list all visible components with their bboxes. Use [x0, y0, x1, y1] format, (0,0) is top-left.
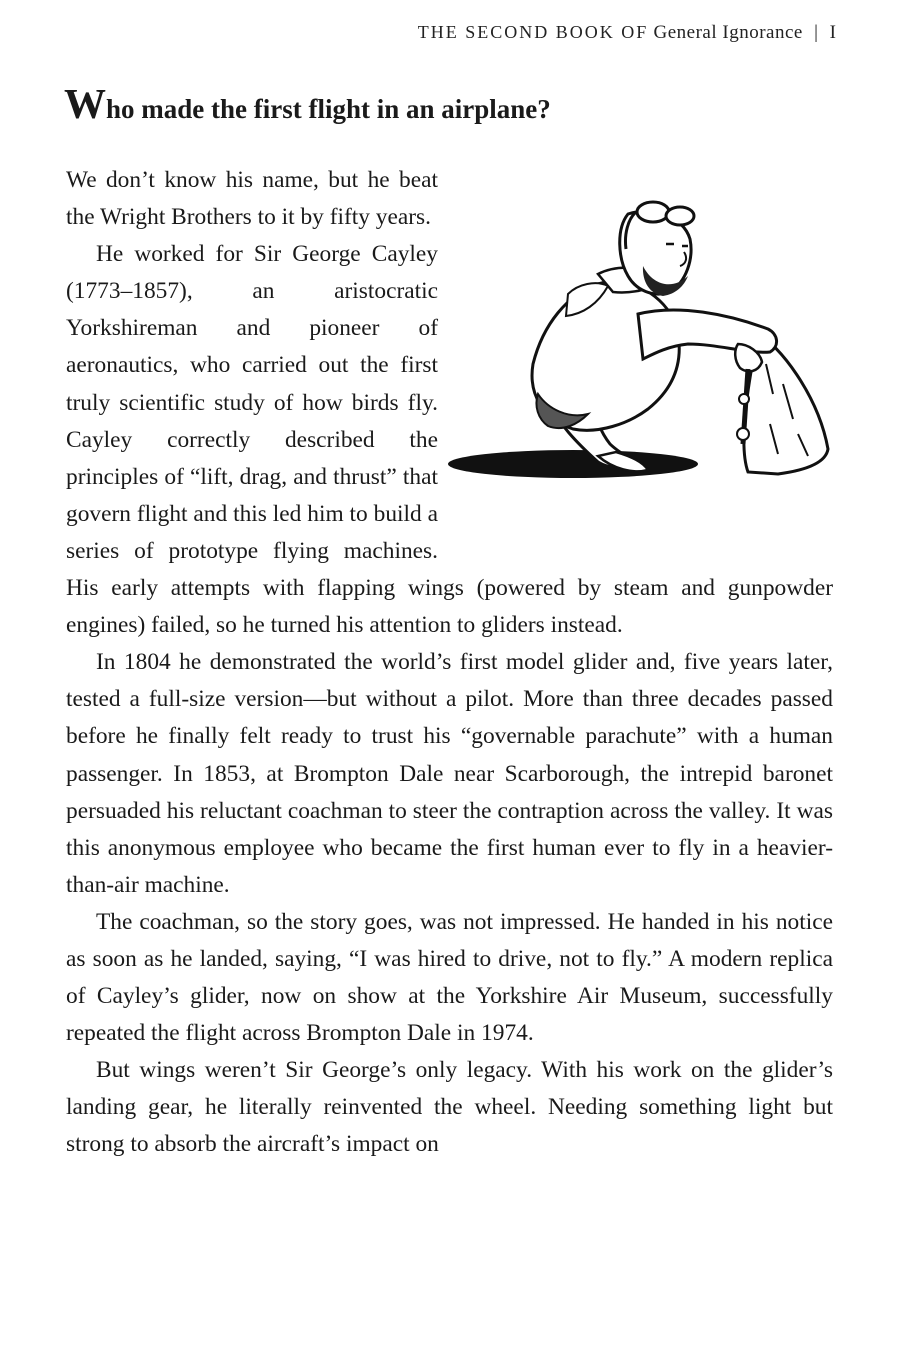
- running-head-book-title: General Ignorance: [653, 22, 803, 43]
- running-head-separator: |: [814, 22, 819, 43]
- paragraph: He worked for Sir George Cayley (1773–1857), an aristocratic Yorkshireman and pioneer of aeronautics, who carried out the first truly scientific study of how birds fly. Cayley correctly described the principles of “lift, drag, and thrust” that govern flight and this led him to build a series of prototype flying machines. His early attempts with flapping wings (powered by steam and gunpowder engines) failed, so he turned his attention to gliders instead.: [66, 241, 833, 639]
- running-head-book-label: THE SECOND BOOK OF: [417, 22, 649, 42]
- page-number: I: [829, 22, 837, 43]
- paragraph: In 1804 he demonstrated the world’s first model glider and, five years later, tested a full-size version—but without a pilot. More than three decades passed before he finally felt ready to trust his “governable parachute” with a human passenger. In 1853, at Brompton Dale near Scarborough, the intrepid baronet persuaded his reluctant coachman to steer the contraption across the valley. It was this anonymous employee who became the first human ever to fly in a heavier-than-air machine.: [66, 649, 833, 898]
- chapter-question-heading: [64, 84, 844, 126]
- paragraph: We don’t know his name, but he beat the Wright Brothers to it by fifty years.: [66, 167, 438, 231]
- paragraph: But wings weren’t Sir George’s only legacy. With his work on the glider’s landing gear, he literally reinvented the wheel. Needing something light but strong to absorb the aircraft’s impact on: [66, 1057, 833, 1158]
- heading-text: ho made the first flight in an airplane?: [106, 94, 551, 124]
- running-head: [418, 22, 837, 44]
- paragraph: The coachman, so the story goes, was not impressed. He handed in his notice as soon as he landed, saying, “I was hired to drive, not to fly.” A modern replica of Cayley’s glider, now on show at the Yorkshire Air Museum, successfully repeated the flight across Brompton Dale in 1974.: [66, 908, 833, 1047]
- heading-initial-letter: W: [64, 82, 106, 128]
- aviator-illustration-icon: [448, 194, 833, 494]
